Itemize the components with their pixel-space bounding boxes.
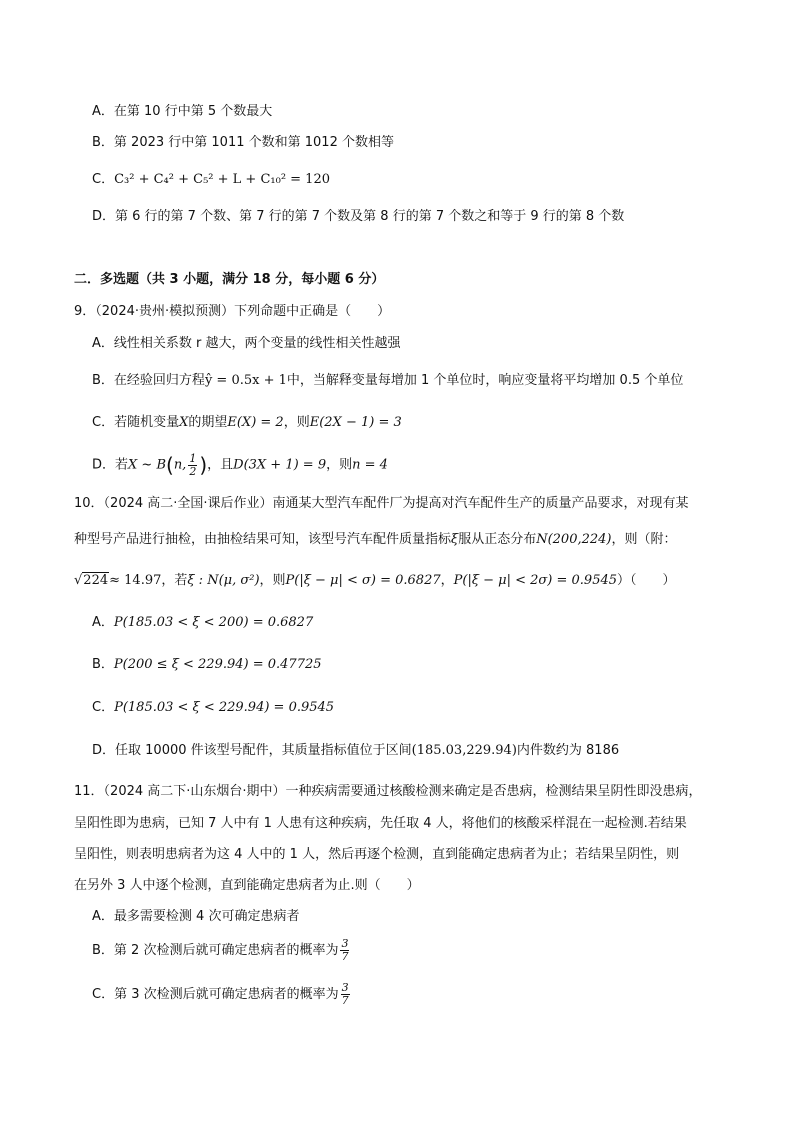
- option-text: 第 2 次检测后就可确定患病者的概率为: [113, 943, 339, 958]
- q8-option-a: [92, 102, 272, 122]
- separator-2: ，则: [326, 457, 353, 473]
- option-text: 第 6 行的第 7 个数、第 7 行的第 7 个数及第 8 行的第 7 个数之和等于 9 行的第 8 个数: [115, 209, 625, 224]
- option-text-mid: 的期望: [188, 415, 228, 430]
- q8-option-b: [92, 133, 394, 153]
- q11-line-4: 在另外 3 人中逐个检测，直到能确定患病者为止.则（ ）: [74, 878, 420, 893]
- option-label: C．: [92, 415, 115, 430]
- q10-line-3: √224≈ 14.97，若ξ : N(μ, σ²)，则P(|ξ − μ| < σ) = 0.6827，P(|ξ − μ| < 2σ) = 0.9545）（ ）: [74, 573, 676, 588]
- option-label: A．: [92, 336, 114, 351]
- option-text-pre: 任取 10000 件该型号配件，其质量指标值位于区间: [115, 743, 412, 758]
- option-formula: P(185.03 < ξ < 200) = 0.6827: [113, 615, 314, 630]
- option-text-pre: 若: [115, 457, 129, 473]
- q10-line-1: 10．（2024 高二·全国·课后作业）南通某大型汽车配件厂为提高对汽车配件生产的质量产品要求，对现有某: [74, 496, 689, 511]
- formula-2: E(2X − 1) = 3: [309, 415, 402, 430]
- fraction-denominator: 2: [189, 464, 197, 478]
- fraction: [340, 938, 349, 963]
- q10-option-d: [92, 741, 619, 761]
- fraction: [341, 982, 350, 1007]
- option-label: A．: [92, 615, 114, 630]
- variable-xi: ξ: [451, 532, 459, 547]
- option-text-pre: 若随机变量: [114, 415, 180, 430]
- option-label: B．: [92, 135, 114, 150]
- q11-option-c: [92, 982, 352, 1008]
- q10-line-2: [74, 530, 677, 550]
- text-d: ，则: [259, 573, 286, 588]
- fraction-denominator: 7: [341, 994, 349, 1007]
- option-text: 线性相关系数 r 越大，两个变量的线性相关性越强: [113, 336, 401, 351]
- option-formula: ŷ = 0.5x + 1: [204, 373, 287, 388]
- q9-option-b: [92, 371, 683, 391]
- option-label: A．: [92, 909, 114, 924]
- formula-binomial: X ~ B: [128, 457, 166, 473]
- formula-3: n = 4: [352, 457, 388, 473]
- q8-option-d: [92, 207, 624, 227]
- sqrt-value: 224: [83, 573, 109, 588]
- option-label: C．: [92, 700, 115, 715]
- option-label: B．: [92, 943, 114, 958]
- separator: ，则: [283, 415, 310, 430]
- option-formula: (185.03,229.94): [411, 743, 517, 758]
- q10-option-a: [92, 613, 313, 633]
- option-label: C．: [92, 987, 115, 1002]
- option-text-post: 内件数约为 8186: [516, 743, 620, 758]
- fraction-numerator: 1: [189, 451, 197, 465]
- q9-stem: 9．（2024·贵州·模拟预测）下列命题中正确是（ ）: [74, 304, 391, 319]
- option-text: 第 3 次检测后就可确定患病者的概率为: [114, 987, 339, 1002]
- q10-option-c: [92, 698, 334, 718]
- text-h: ）（ ）: [617, 573, 676, 588]
- option-text: 第 2023 行中第 1011 个数和第 1012 个数相等: [113, 135, 394, 150]
- separator: ，且: [207, 457, 234, 473]
- option-label: A．: [92, 104, 114, 119]
- q8-option-c: [92, 170, 330, 190]
- formula-dist: ξ : N(μ, σ²): [187, 573, 260, 588]
- formula-p1: P(|ξ − μ| < σ) = 0.6827: [285, 573, 441, 588]
- fraction-denominator: 7: [341, 950, 349, 963]
- formula-1: E(X) = 2: [227, 415, 284, 430]
- approx-value: ≈ 14.97: [109, 573, 162, 588]
- q11-option-b: [92, 938, 351, 964]
- fraction: [188, 453, 197, 478]
- text-post: ，则（附：: [611, 532, 677, 547]
- q10-option-b: [92, 655, 322, 675]
- q11-line-2: 呈阳性即为患病，已知 7 人中有 1 人患有这种疾病，先任取 4 人，将他们的核酸采样混在一起检测.若结果: [74, 816, 687, 831]
- text-b: ，若: [161, 573, 188, 588]
- variable: X: [179, 415, 189, 430]
- option-label: C．: [92, 172, 115, 187]
- section-title: 二．多选题（共 3 小题，满分 18 分，每小题 6 分）: [74, 272, 385, 287]
- option-label: B．: [92, 657, 114, 672]
- formula-2: D(3X + 1) = 9: [233, 457, 327, 473]
- option-formula: C₃² + C₄² + C₅² + L + C₁₀² = 120: [114, 172, 330, 187]
- option-text-post: 中，当解释变量每增加 1 个单位时，响应变量将平均增加 0.5 个单位: [286, 373, 684, 388]
- option-text: 最多需要检测 4 次可确定患病者: [113, 909, 300, 924]
- option-formula: P(200 ≤ ξ < 229.94) = 0.47725: [113, 657, 322, 672]
- q11-line-1: 11．（2024 高二下·山东烟台·期中）一种疾病需要通过核酸检测来确定是否患病，检测结果呈阴性即没患病，: [74, 784, 702, 799]
- text-pre: 种型号产品进行抽检，由抽检结果可知，该型号汽车配件质量指标: [74, 532, 452, 547]
- option-formula: P(185.03 < ξ < 229.94) = 0.9545: [114, 700, 335, 715]
- q9-option-a: [92, 334, 401, 354]
- text-f: ，: [440, 573, 454, 588]
- q11-option-a: [92, 907, 299, 927]
- option-text: 在第 10 行中第 5 个数最大: [113, 104, 273, 119]
- formula-normal: N(200,224): [536, 532, 612, 547]
- formula-p2: P(|ξ − μ| < 2σ) = 0.9545: [453, 573, 618, 588]
- q9-option-c: [92, 413, 402, 433]
- option-label: D．: [92, 457, 116, 473]
- formula-n: n,: [173, 457, 187, 473]
- option-text-pre: 在经验回归方程: [113, 373, 205, 388]
- fraction-numerator: 3: [341, 937, 349, 950]
- q9-option-d: D．若X ~ B(n, $\frac{1}{2}$ )，且D(3X + 1) = 9，则n = 4: [92, 451, 388, 478]
- q11-line-3: 呈阳性，则表明患病者为这 4 人中的 1 人，然后再逐个检测，直到能确定患病者为止；若结果呈阴性，则: [74, 847, 680, 862]
- option-label: D．: [92, 209, 116, 224]
- fraction-numerator: 3: [341, 981, 349, 994]
- text-mid: 服从正态分布: [458, 532, 537, 547]
- option-label: D．: [92, 743, 116, 758]
- option-label: B．: [92, 373, 114, 388]
